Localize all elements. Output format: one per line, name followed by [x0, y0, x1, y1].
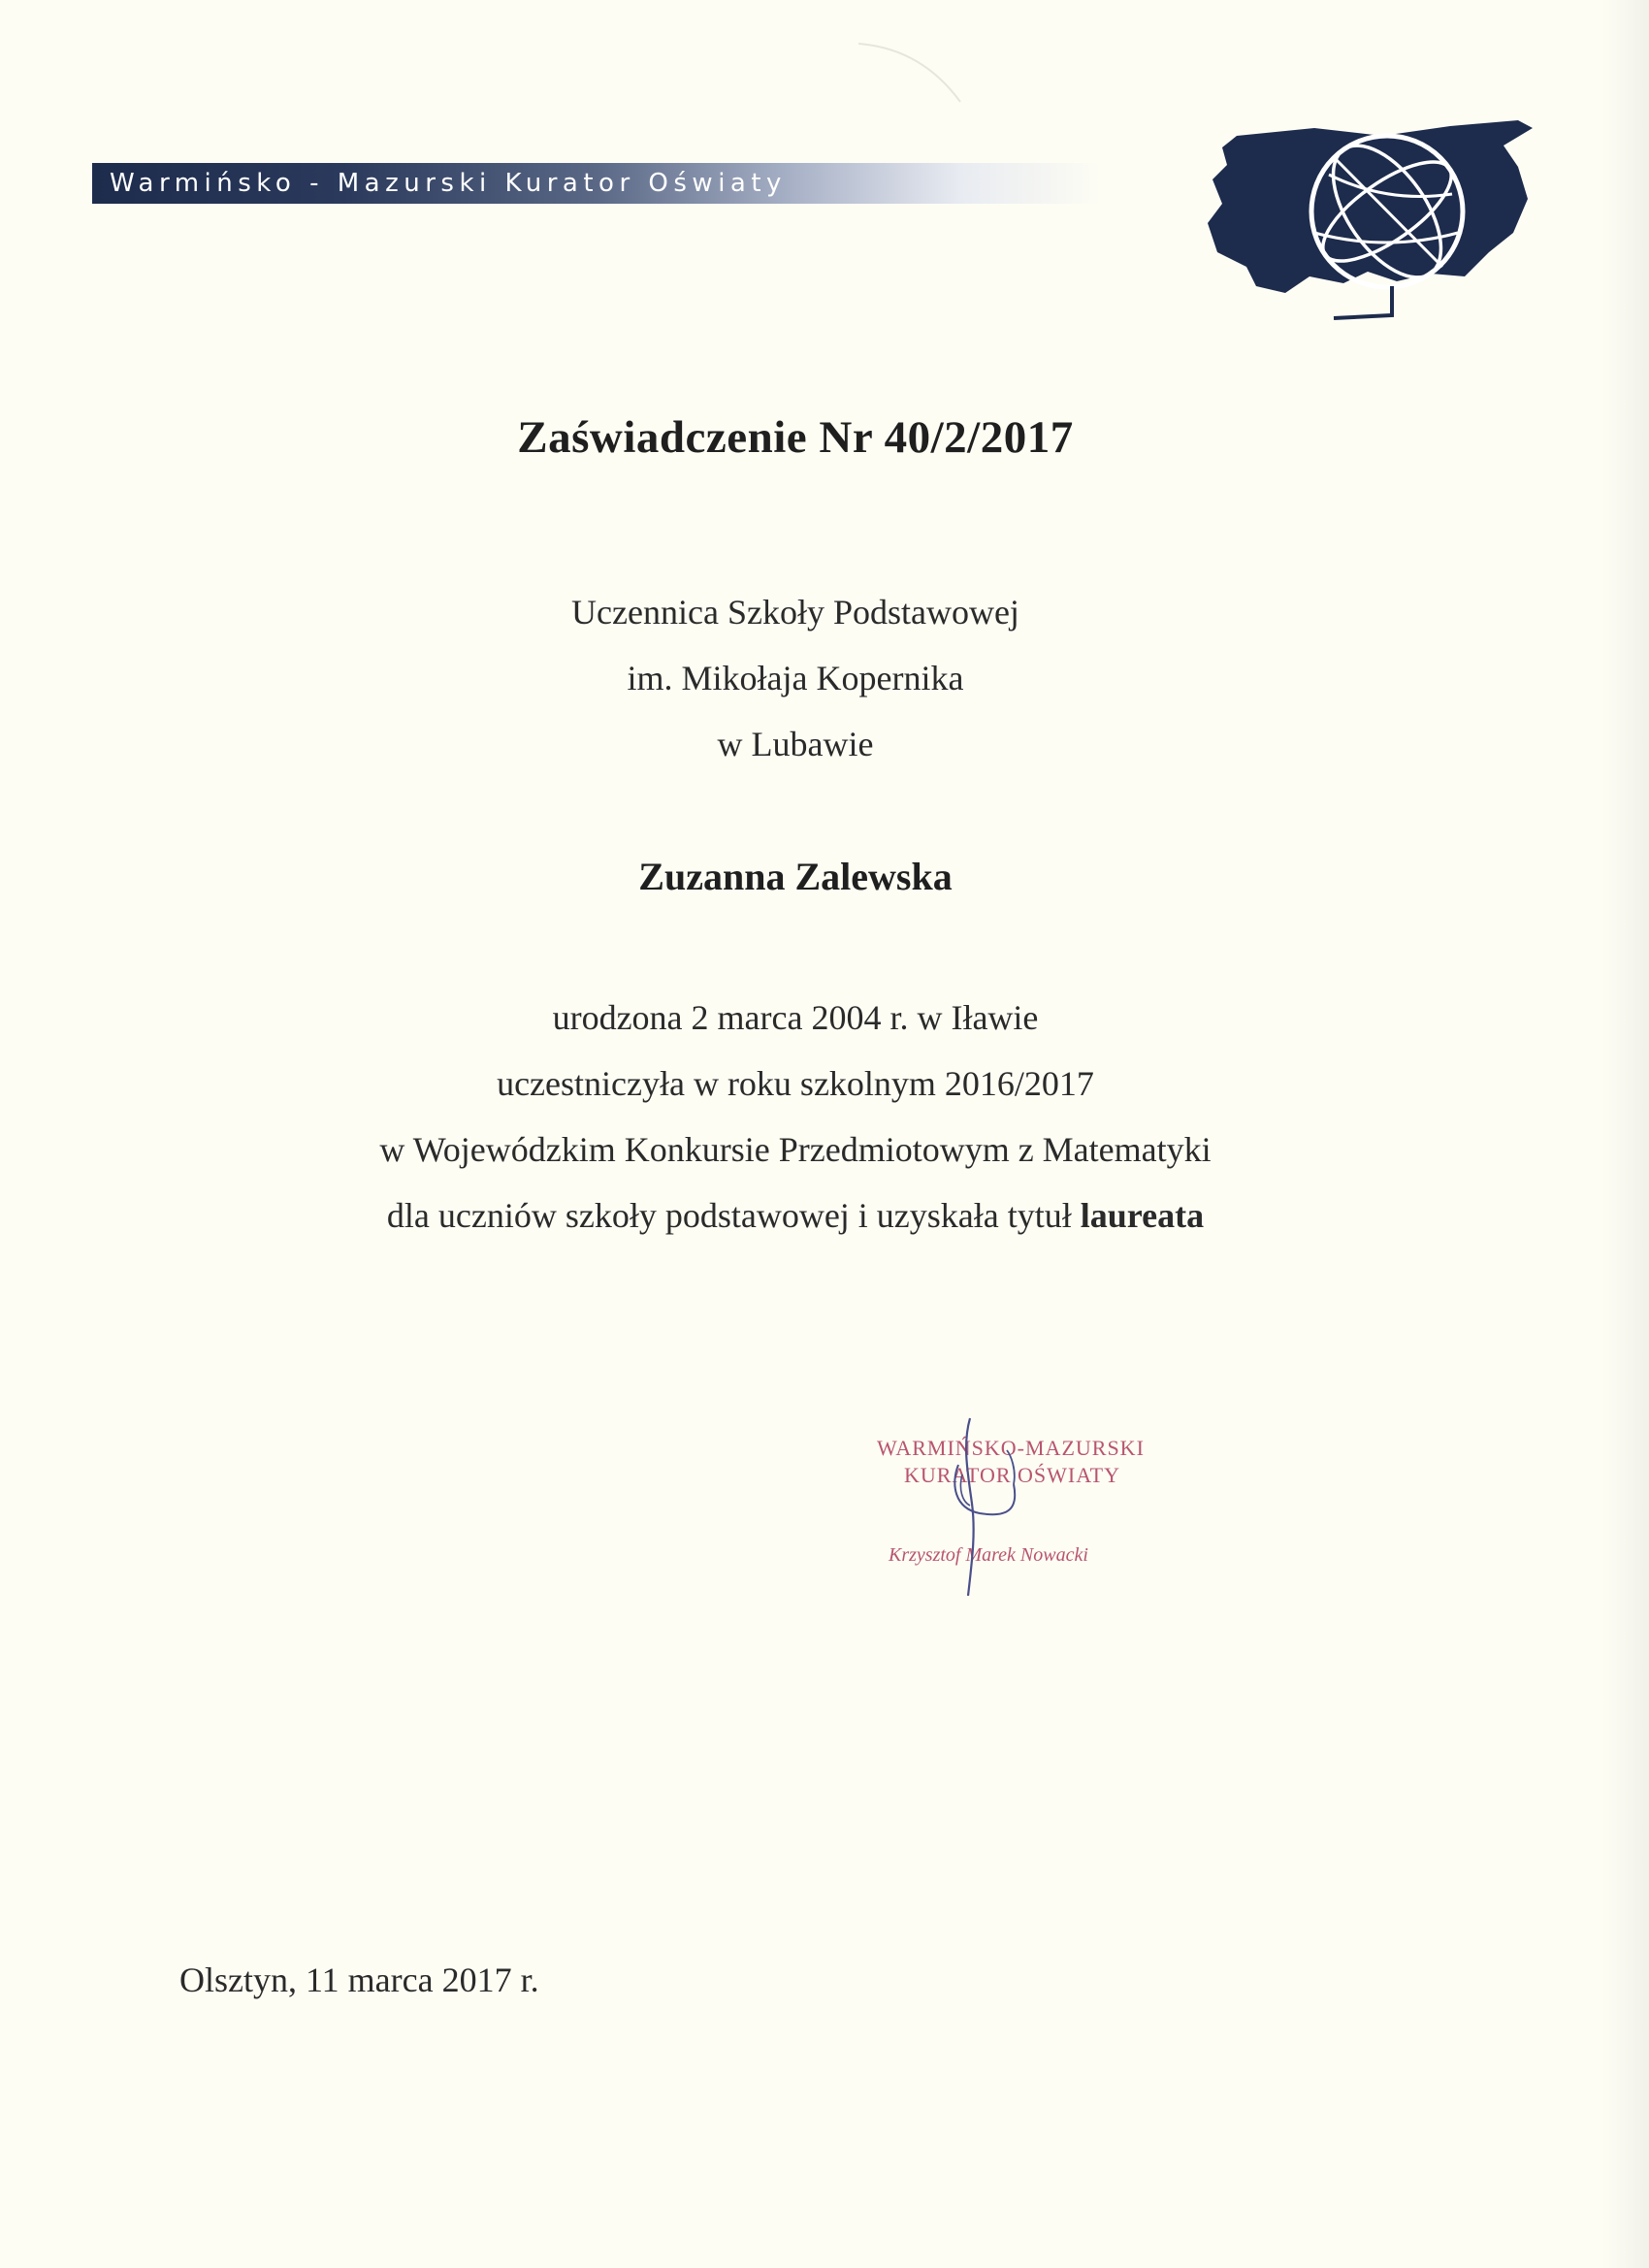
place-and-date: Olsztyn, 11 marca 2017 r. [179, 1960, 539, 1999]
body-line-4-text: dla uczniów szkoły podstawowej i uzyskała tytuł [386, 1196, 1081, 1235]
stamp-line-2: KURATOR OŚWIATY [904, 1463, 1120, 1487]
body-line-2: uczestniczyła w roku szkolnym 2016/2017 [497, 1064, 1094, 1103]
student-name: Zuzanna Zalewska [638, 855, 953, 898]
official-stamp [854, 1416, 1242, 1610]
globe-map-icon [1198, 107, 1537, 330]
header-banner-text: Warmińsko - Mazurski Kurator Oświaty [110, 169, 787, 198]
school-line-3: w Lubawie [717, 725, 874, 763]
body-line-3: w Wojewódzkim Konkursie Przedmiotowym z Matematyki [379, 1130, 1212, 1169]
school-line-2: im. Mikołaja Kopernika [627, 659, 964, 697]
page-edge-shadow [1602, 0, 1649, 2268]
header-banner [92, 163, 1101, 204]
stamp-line-1: WARMIŃSKO-MAZURSKI [877, 1436, 1145, 1460]
handwritten-signature [854, 1416, 1242, 1610]
body-line-4 [0, 1195, 1591, 1236]
stamp-signer: Krzysztof Marek Nowacki [889, 1544, 1088, 1566]
body-line-1: urodzona 2 marca 2004 r. w Iławie [552, 998, 1039, 1037]
laureate-title: laureata [1080, 1196, 1205, 1235]
school-line-1: Uczennica Szkoły Podstawowej [571, 593, 1019, 632]
scan-artifact-arc [854, 39, 970, 107]
certificate-title: Zaświadczenie Nr 40/2/2017 [517, 412, 1074, 463]
